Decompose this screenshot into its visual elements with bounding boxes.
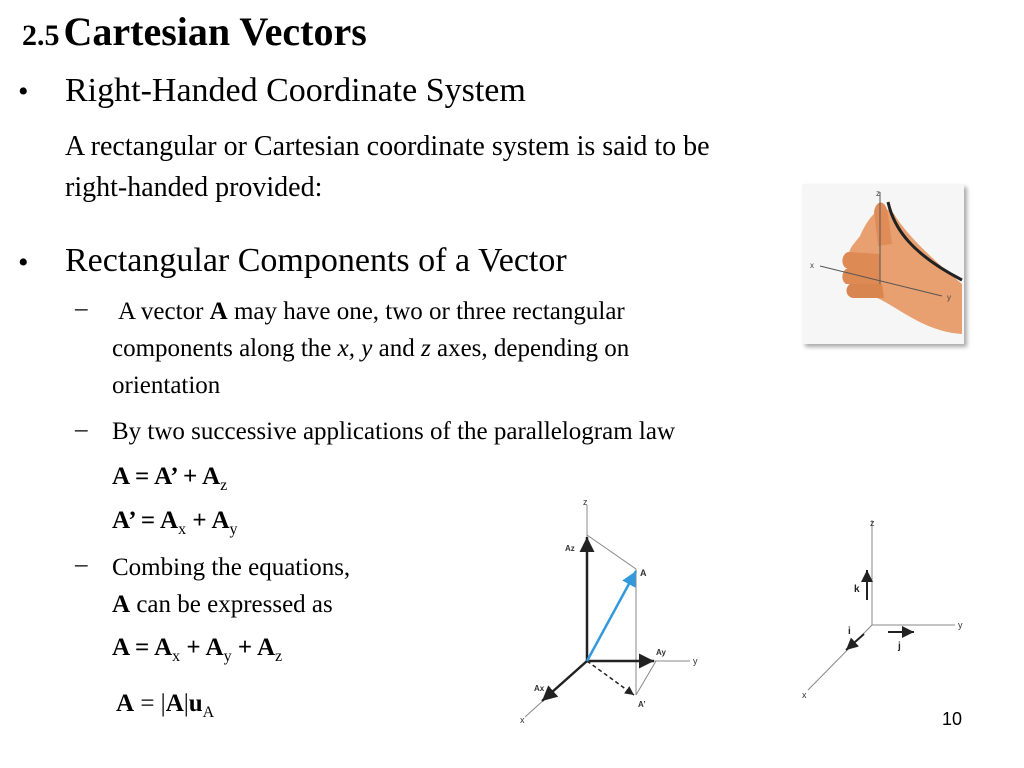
components-line-2: components along the x, y and z axes, depending on <box>112 335 630 362</box>
ax-component-arrow <box>542 661 587 701</box>
fig1-ax-label: Ax <box>534 684 545 693</box>
fig1-az-label: Az <box>565 544 575 553</box>
fig1-ay-label: Ay <box>656 648 666 657</box>
page-number: 10 <box>942 709 963 729</box>
paragraph-line: right-handed provided: <box>65 172 323 203</box>
bullet-heading-rectangular-components: Rectangular Components of a Vector <box>65 242 567 279</box>
fig1-z-label: z <box>583 497 588 507</box>
paragraph-line: A rectangular or Cartesian coordinate system is said to be <box>65 131 710 162</box>
bullet-marker: • <box>18 246 29 279</box>
hand-axis-z-label: z <box>876 189 880 198</box>
right-hand-illustration <box>802 184 964 344</box>
parallelogram-law-text: By two successive applications of the parallelogram law <box>112 418 676 445</box>
combining-line-1: Combing the equations, <box>112 554 351 581</box>
fig2-i-label: i <box>848 626 851 637</box>
hand-axis-x-label: x <box>810 261 814 270</box>
unit-vectors-figure <box>790 510 980 710</box>
bullet-marker: • <box>18 75 29 108</box>
equation-aprime-equals-ax-plus-ay: A’ = $A_x + A_y$ <box>112 507 238 538</box>
dash-marker: – <box>75 295 88 322</box>
title-text: Cartesian Vectors <box>63 9 367 54</box>
fig2-z-label: z <box>870 518 875 528</box>
fig2-x-label: x <box>802 690 807 700</box>
slide-title <box>22 8 367 55</box>
fig2-y-label: y <box>958 620 963 630</box>
dash-marker: – <box>75 416 88 443</box>
components-line-3: orientation <box>112 372 221 399</box>
fig1-x-label: x <box>520 715 525 725</box>
equation-a-sum-components: $A = A_x + A_y + A_z$ <box>112 634 283 665</box>
a-prime-arrow <box>587 661 634 695</box>
hand-axis-y-label: y <box>947 293 951 302</box>
components-description <box>112 293 792 404</box>
fig2-k-label: k <box>854 584 860 595</box>
equation-a-equals-aprime-plus-az: A = A’ + $A_z$ <box>112 463 228 494</box>
combining-line-2: A can be expressed as <box>112 591 333 618</box>
vector-a-arrow <box>587 571 636 661</box>
right-hand-figure <box>802 184 964 344</box>
combining-equations-text <box>112 549 350 623</box>
vector-components-figure <box>510 495 710 730</box>
fig1-a-label: A <box>640 568 647 578</box>
equation-a-magnitude-unit-vector: $A = |A|u_A$ <box>116 690 215 721</box>
fig1-aprime-label: A’ <box>638 700 646 709</box>
fig1-y-label: y <box>693 656 698 666</box>
bullet-heading-right-handed: Right-Handed Coordinate System <box>65 72 526 109</box>
right-handed-paragraph <box>65 126 875 208</box>
title-number: 2.5 <box>22 19 60 52</box>
dash-marker: – <box>75 551 88 578</box>
components-line-1: A vector A may have one, two or three rectangular <box>118 298 625 325</box>
fig2-j-label: j <box>898 641 901 652</box>
